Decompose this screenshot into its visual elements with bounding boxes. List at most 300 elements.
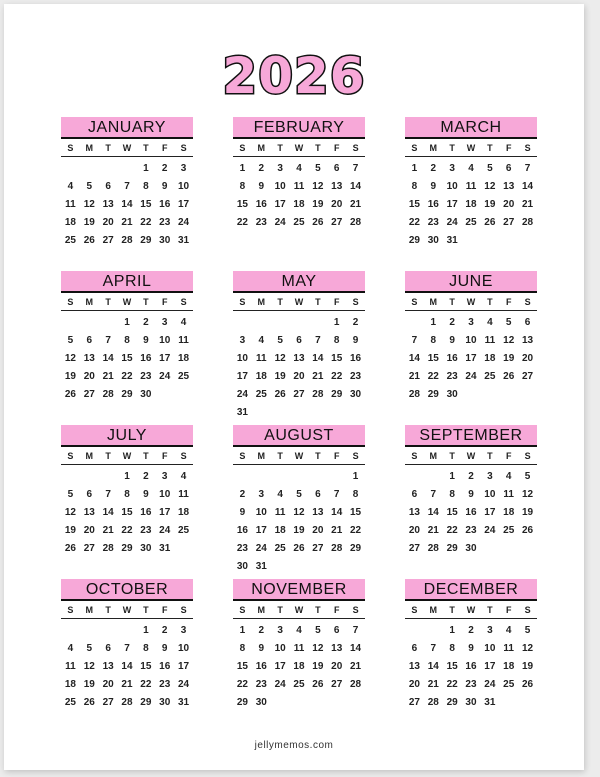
- day-cell: [518, 540, 537, 558]
- week-row: [405, 640, 537, 658]
- day-cell: 5: [67, 489, 74, 500]
- day-cell: 18: [465, 199, 477, 210]
- day-cell: 29: [236, 697, 248, 708]
- day-cell: 26: [522, 525, 534, 536]
- weekday-label: T: [449, 451, 455, 461]
- weekday-label: S: [411, 605, 418, 615]
- weekday-label: S: [352, 297, 359, 307]
- day-cell: 21: [312, 371, 324, 382]
- weekday-label: W: [122, 451, 132, 461]
- day-cell: 27: [408, 697, 420, 708]
- week-row: [233, 332, 365, 350]
- day-cell: 27: [331, 217, 343, 228]
- day-cell: 1: [239, 625, 246, 636]
- day-cell: 27: [293, 389, 305, 400]
- day-cell: 29: [121, 543, 133, 554]
- day-cell: [80, 160, 99, 178]
- weekday-label: W: [122, 143, 132, 153]
- day-cell: 20: [102, 679, 114, 690]
- day-cell: 14: [102, 507, 114, 518]
- day-cell: 10: [274, 181, 286, 192]
- weekday-label: T: [449, 605, 455, 615]
- day-cell: 18: [503, 661, 515, 672]
- day-cell: 30: [236, 561, 248, 572]
- week-row: [61, 658, 193, 676]
- day-cell: 22: [446, 525, 458, 536]
- day-cell: 18: [64, 679, 76, 690]
- day-cell: 23: [140, 525, 152, 536]
- day-cell: 11: [65, 199, 76, 210]
- day-cell: [308, 694, 327, 712]
- day-cell: 22: [446, 679, 458, 690]
- day-cell: 28: [408, 389, 420, 400]
- day-cell: 17: [159, 507, 171, 518]
- day-cell: 16: [427, 199, 439, 210]
- day-cell: [346, 694, 365, 712]
- day-cell: 12: [83, 661, 95, 672]
- month-february: [233, 117, 365, 271]
- day-cell: [290, 694, 309, 712]
- day-cell: 1: [143, 625, 149, 636]
- day-cell: [499, 232, 518, 250]
- day-cell: 29: [121, 389, 133, 400]
- week-row: [405, 332, 537, 350]
- weekday-label: S: [411, 297, 418, 307]
- day-cell: 16: [350, 353, 362, 364]
- day-cell: 21: [350, 661, 362, 672]
- day-cell: 27: [408, 543, 420, 554]
- day-cell: 28: [121, 697, 133, 708]
- weekday-label: W: [294, 297, 304, 307]
- week-row: [405, 486, 537, 504]
- day-cell: 29: [446, 697, 458, 708]
- weekday-label: F: [161, 297, 168, 307]
- weekday-label: T: [143, 297, 149, 307]
- day-cell: 30: [159, 697, 171, 708]
- weeks: [61, 160, 193, 250]
- day-cell: 24: [484, 525, 496, 536]
- day-cell: 12: [484, 181, 496, 192]
- weekday-label: T: [487, 143, 493, 153]
- day-cell: 27: [102, 697, 114, 708]
- day-cell: 24: [236, 389, 248, 400]
- week-row: [405, 522, 537, 540]
- day-cell: 29: [140, 235, 152, 246]
- day-cell: 10: [484, 489, 496, 500]
- weeks: [405, 160, 537, 250]
- day-cell: 19: [83, 217, 95, 228]
- day-cell: 17: [255, 525, 267, 536]
- day-cell: 11: [293, 181, 305, 192]
- weekday-label: M: [257, 297, 266, 307]
- day-cell: [271, 468, 290, 486]
- day-cell: 28: [350, 217, 362, 228]
- day-cell: 14: [121, 661, 133, 672]
- day-cell: 31: [178, 235, 190, 246]
- month-october: [61, 579, 193, 733]
- day-cell: 7: [524, 163, 531, 174]
- day-cell: 19: [83, 679, 95, 690]
- weekday-label: S: [180, 143, 187, 153]
- day-cell: 28: [427, 697, 439, 708]
- day-cell: 28: [331, 543, 343, 554]
- day-cell: 18: [503, 507, 515, 518]
- week-row: [405, 504, 537, 522]
- day-cell: 12: [522, 489, 534, 500]
- day-cell: [290, 558, 309, 576]
- day-cell: 4: [487, 317, 493, 328]
- day-cell: 13: [522, 335, 534, 346]
- month-header: JANUARY: [61, 117, 193, 139]
- week-row: [233, 540, 365, 558]
- day-cell: 2: [468, 625, 474, 636]
- day-cell: 28: [102, 389, 114, 400]
- day-cell: 11: [293, 643, 305, 654]
- week-row: [61, 368, 193, 386]
- week-row: [61, 694, 193, 712]
- day-cell: 24: [484, 679, 496, 690]
- week-row: [61, 178, 193, 196]
- day-cell: 10: [484, 643, 496, 654]
- day-cell: [327, 694, 346, 712]
- day-cell: 9: [468, 489, 474, 500]
- day-cell: 29: [350, 543, 362, 554]
- day-cell: 12: [522, 643, 534, 654]
- day-cell: 4: [180, 471, 187, 482]
- day-cell: 27: [83, 543, 95, 554]
- day-cell: 18: [274, 525, 286, 536]
- month-january: [61, 117, 193, 271]
- day-cell: 7: [124, 643, 130, 654]
- day-cell: 16: [140, 353, 152, 364]
- day-cell: 28: [121, 235, 133, 246]
- week-row: [233, 214, 365, 232]
- day-cell: 26: [522, 679, 534, 690]
- day-cell: 12: [503, 335, 515, 346]
- weekday-label: M: [429, 143, 438, 153]
- day-cell: 25: [255, 389, 267, 400]
- weekday-header-row: [233, 295, 365, 311]
- day-cell: [290, 314, 309, 332]
- day-cell: 28: [350, 679, 362, 690]
- day-cell: 10: [465, 335, 477, 346]
- day-cell: [480, 232, 499, 250]
- day-cell: 22: [408, 217, 420, 228]
- week-row: [405, 214, 537, 232]
- month-header: JUNE: [405, 271, 537, 293]
- weekday-label: W: [294, 143, 304, 153]
- day-cell: [518, 232, 537, 250]
- day-cell: 15: [236, 199, 248, 210]
- day-cell: 11: [255, 353, 267, 364]
- weekday-label: T: [277, 605, 283, 615]
- day-cell: 16: [255, 661, 267, 672]
- weekday-header-row: [405, 141, 537, 157]
- day-cell: [308, 314, 327, 332]
- week-row: [61, 486, 193, 504]
- day-cell: 21: [331, 525, 343, 536]
- day-cell: 4: [505, 471, 512, 482]
- weeks: [405, 314, 537, 404]
- day-cell: 25: [178, 371, 190, 382]
- day-cell: [80, 314, 99, 332]
- day-cell: 19: [312, 199, 324, 210]
- weekday-label: T: [105, 605, 111, 615]
- week-row: [405, 468, 537, 486]
- day-cell: 4: [258, 335, 265, 346]
- day-cell: 16: [465, 507, 477, 518]
- weekday-label: F: [505, 297, 512, 307]
- month-november: [233, 579, 365, 733]
- weekday-header-row: [405, 449, 537, 465]
- weekday-header-row: [405, 295, 537, 311]
- day-cell: 19: [484, 199, 496, 210]
- day-cell: 24: [446, 217, 458, 228]
- day-cell: 15: [121, 353, 133, 364]
- day-cell: 11: [178, 489, 189, 500]
- week-row: [61, 540, 193, 558]
- day-cell: 3: [180, 625, 187, 636]
- weekday-header-row: [61, 141, 193, 157]
- day-cell: 6: [296, 335, 302, 346]
- day-cell: 13: [293, 353, 305, 364]
- day-cell: 2: [258, 625, 265, 636]
- weekday-label: F: [161, 143, 168, 153]
- weekday-label: S: [239, 297, 246, 307]
- day-cell: 25: [64, 235, 76, 246]
- week-row: [405, 368, 537, 386]
- day-cell: 20: [293, 371, 305, 382]
- week-row: [61, 350, 193, 368]
- day-cell: 18: [293, 199, 305, 210]
- day-cell: 18: [293, 661, 305, 672]
- month-september: [405, 425, 537, 579]
- day-cell: 30: [427, 235, 439, 246]
- day-cell: 3: [277, 163, 283, 174]
- day-cell: [480, 386, 499, 404]
- weekday-label: T: [277, 143, 283, 153]
- day-cell: [252, 468, 271, 486]
- day-cell: 26: [64, 543, 76, 554]
- day-cell: 7: [105, 489, 111, 500]
- day-cell: 6: [411, 643, 418, 654]
- day-cell: 6: [315, 489, 321, 500]
- day-cell: 3: [277, 625, 283, 636]
- week-row: [405, 350, 537, 368]
- day-cell: 8: [449, 489, 455, 500]
- weekday-label: S: [352, 451, 359, 461]
- day-cell: 20: [331, 199, 343, 210]
- day-cell: 30: [159, 235, 171, 246]
- day-cell: 9: [239, 507, 246, 518]
- day-cell: 27: [83, 389, 95, 400]
- day-cell: 12: [312, 181, 324, 192]
- day-cell: 22: [331, 371, 343, 382]
- day-cell: 13: [83, 507, 95, 518]
- day-cell: 11: [465, 181, 477, 192]
- weekday-header-row: [405, 603, 537, 619]
- week-row: [233, 350, 365, 368]
- day-cell: 3: [161, 317, 168, 328]
- day-cell: 2: [430, 163, 437, 174]
- day-cell: [155, 386, 174, 404]
- day-cell: 14: [312, 353, 324, 364]
- day-cell: 9: [430, 181, 437, 192]
- day-cell: 28: [427, 543, 439, 554]
- day-cell: [518, 386, 537, 404]
- day-cell: 10: [255, 507, 267, 518]
- day-cell: 22: [236, 217, 248, 228]
- day-cell: 31: [159, 543, 171, 554]
- day-cell: 16: [236, 525, 248, 536]
- day-cell: 6: [86, 489, 93, 500]
- weeks: [233, 468, 365, 576]
- day-cell: 23: [465, 679, 477, 690]
- day-cell: 24: [274, 679, 286, 690]
- day-cell: 16: [255, 199, 267, 210]
- month-march: [405, 117, 537, 271]
- weekday-label: S: [524, 297, 531, 307]
- day-cell: 12: [64, 353, 76, 364]
- weekday-label: W: [294, 605, 304, 615]
- weekday-label: F: [505, 143, 512, 153]
- day-cell: 14: [331, 507, 343, 518]
- day-cell: 5: [315, 625, 321, 636]
- week-row: [233, 558, 365, 576]
- weekday-label: M: [429, 605, 438, 615]
- day-cell: 13: [408, 661, 420, 672]
- day-cell: [327, 404, 346, 422]
- day-cell: [252, 314, 271, 332]
- week-row: [405, 540, 537, 558]
- week-row: [405, 160, 537, 178]
- day-cell: 30: [446, 389, 458, 400]
- day-cell: 9: [143, 335, 149, 346]
- day-cell: [308, 404, 327, 422]
- day-cell: 31: [236, 407, 248, 418]
- day-cell: 30: [465, 697, 477, 708]
- weekday-label: S: [352, 605, 359, 615]
- day-cell: 9: [258, 643, 265, 654]
- day-cell: 22: [121, 371, 133, 382]
- day-cell: 27: [522, 371, 534, 382]
- day-cell: 25: [64, 697, 76, 708]
- day-cell: 13: [83, 353, 95, 364]
- day-cell: 6: [333, 163, 340, 174]
- weekday-label: M: [85, 605, 94, 615]
- day-cell: 5: [86, 181, 93, 192]
- weekday-label: F: [505, 451, 512, 461]
- day-cell: 23: [255, 679, 267, 690]
- weekday-label: T: [105, 451, 111, 461]
- week-row: [61, 160, 193, 178]
- day-cell: 26: [293, 543, 305, 554]
- day-cell: 31: [484, 697, 496, 708]
- day-cell: 14: [408, 353, 420, 364]
- week-row: [405, 314, 537, 332]
- week-row: [61, 386, 193, 404]
- weekday-label: T: [449, 297, 455, 307]
- weekday-label: T: [487, 297, 493, 307]
- week-row: [61, 640, 193, 658]
- day-cell: 6: [524, 317, 531, 328]
- day-cell: 24: [159, 371, 171, 382]
- day-cell: 12: [64, 507, 76, 518]
- day-cell: 8: [430, 335, 437, 346]
- day-cell: 5: [86, 643, 93, 654]
- day-cell: 19: [64, 371, 76, 382]
- day-cell: 2: [258, 163, 265, 174]
- day-cell: 4: [180, 317, 187, 328]
- week-row: [61, 676, 193, 694]
- day-cell: 18: [484, 353, 496, 364]
- day-cell: 3: [487, 625, 493, 636]
- weekday-label: M: [85, 297, 94, 307]
- day-cell: 7: [105, 335, 111, 346]
- day-cell: 2: [239, 489, 246, 500]
- day-cell: 23: [159, 679, 171, 690]
- weekday-label: M: [429, 297, 438, 307]
- week-row: [233, 404, 365, 422]
- day-cell: 15: [446, 507, 458, 518]
- day-cell: 24: [178, 679, 190, 690]
- day-cell: 5: [315, 163, 321, 174]
- day-cell: 17: [159, 353, 171, 364]
- weekday-label: S: [352, 143, 359, 153]
- day-cell: 13: [102, 199, 114, 210]
- day-cell: [462, 386, 481, 404]
- calendar-page: [4, 4, 584, 770]
- day-cell: 29: [140, 697, 152, 708]
- weekday-label: F: [505, 605, 512, 615]
- day-cell: 28: [522, 217, 534, 228]
- week-row: [233, 504, 365, 522]
- week-row: [61, 622, 193, 640]
- day-cell: [346, 404, 365, 422]
- weeks: [61, 468, 193, 558]
- day-cell: [499, 540, 518, 558]
- day-cell: 2: [352, 317, 359, 328]
- day-cell: 24: [159, 525, 171, 536]
- day-cell: 15: [331, 353, 343, 364]
- day-cell: 26: [503, 371, 515, 382]
- day-cell: 15: [427, 353, 439, 364]
- day-cell: [308, 558, 327, 576]
- day-cell: 12: [312, 643, 324, 654]
- weekday-label: W: [466, 451, 476, 461]
- day-cell: 6: [333, 625, 340, 636]
- day-cell: 26: [484, 217, 496, 228]
- day-cell: 26: [312, 679, 324, 690]
- day-cell: 2: [143, 317, 149, 328]
- day-cell: 14: [427, 661, 439, 672]
- day-cell: 3: [258, 489, 265, 500]
- day-cell: 7: [411, 335, 418, 346]
- day-cell: [271, 404, 290, 422]
- day-cell: 22: [140, 679, 152, 690]
- day-cell: 8: [239, 181, 246, 192]
- day-cell: 9: [352, 335, 359, 346]
- weekday-header-row: [61, 603, 193, 619]
- day-cell: 19: [293, 525, 305, 536]
- day-cell: 10: [274, 643, 286, 654]
- day-cell: [271, 558, 290, 576]
- week-row: [61, 314, 193, 332]
- day-cell: 2: [143, 471, 149, 482]
- day-cell: [233, 468, 252, 486]
- day-cell: 15: [446, 661, 458, 672]
- day-cell: 5: [67, 335, 74, 346]
